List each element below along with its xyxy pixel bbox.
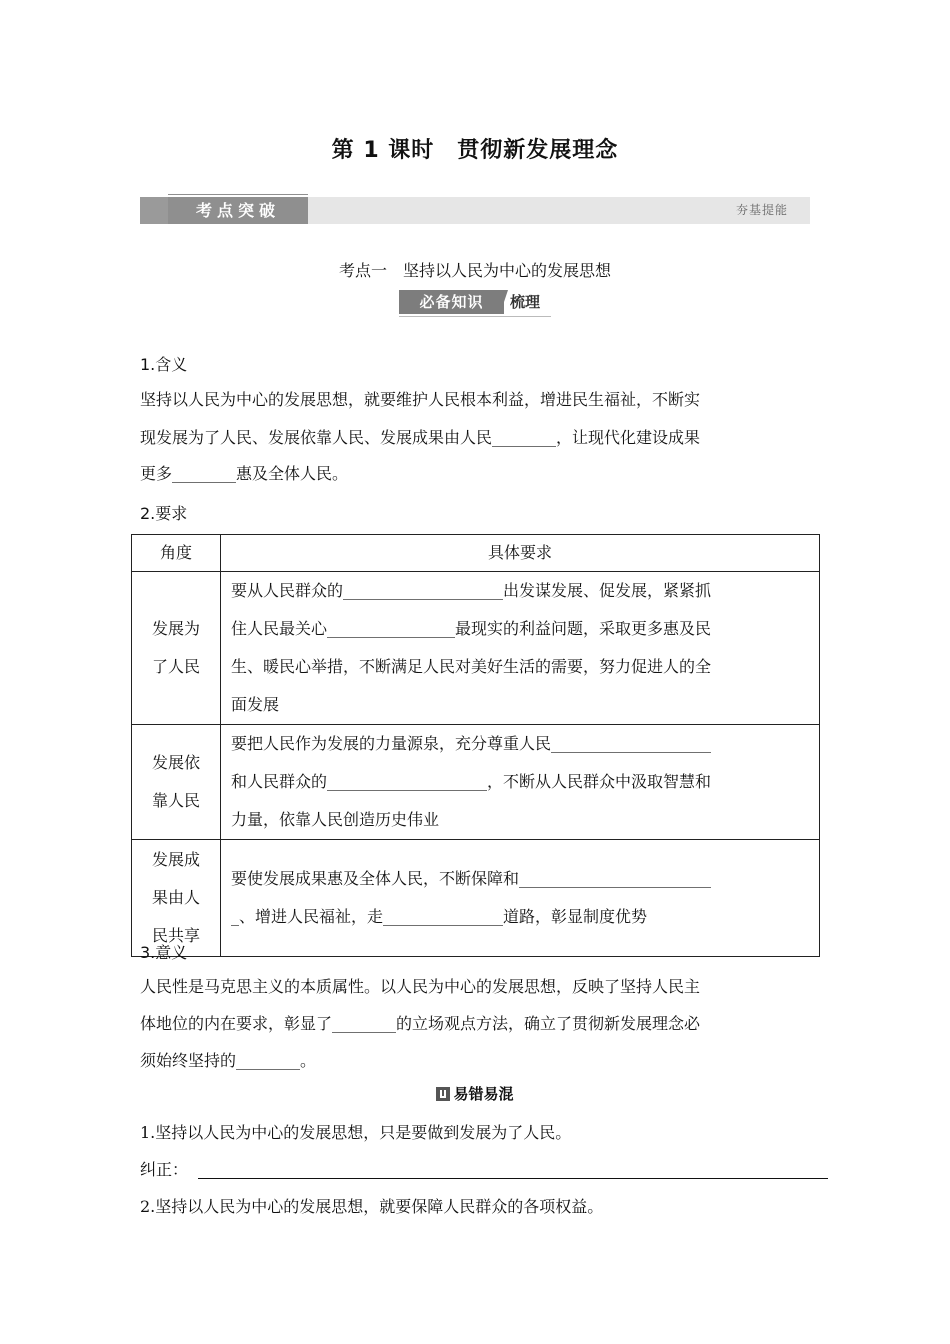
section-1-line: 更多________惠及全体人民。 (140, 464, 349, 483)
requirement-line: 要把人民作为发展的力量源泉，充分尊重人民____________________ (231, 734, 712, 753)
section-3-line: 须始终坚持的________。 (140, 1051, 317, 1070)
correction-blank[interactable] (198, 1160, 828, 1179)
section-3-heading: 3.意义 (140, 943, 188, 962)
requirements-table (131, 534, 820, 957)
row-angle (132, 572, 221, 725)
knowledge-badge-light: 梳理 (510, 293, 541, 311)
topic-heading: 考点一 坚持以人民为中心的发展思想 (338, 261, 611, 280)
correction-row (140, 1151, 828, 1189)
section-banner (140, 194, 810, 226)
requirement-line: 生、暖民心举措，不断满足人民对美好生活的需要，努力促进人的全 (231, 657, 712, 676)
page-title: 第 1 课时 贯彻新发展理念 (331, 138, 619, 163)
requirement-line: 和人民群众的____________________，不断从人民群众中汲取智慧和 (231, 772, 712, 791)
banner-right-label: 夯基提能 (735, 203, 788, 217)
mistakes-heading (0, 1083, 950, 1104)
bookmark-icon (436, 1087, 450, 1101)
angle-line: 发展依 (151, 753, 200, 772)
row-angle (132, 725, 221, 840)
table-row (132, 840, 820, 957)
mistake-item: 1.坚持以人民为中心的发展思想，只是要做到发展为了人民。 (140, 1123, 572, 1142)
table-row (132, 725, 820, 840)
knowledge-badge-underline (399, 316, 551, 317)
angle-line: 民共享 (151, 926, 200, 945)
angle-line: 发展为 (151, 619, 200, 638)
header-requirements: 具体要求 (221, 535, 820, 572)
correction-label: 纠正： (140, 1160, 189, 1179)
angle-line: 果由人 (151, 888, 200, 907)
angle-line: 发展成 (151, 850, 200, 869)
header-angle: 角度 (132, 535, 221, 572)
banner-left-block (140, 197, 168, 224)
mistake-item: 2.坚持以人民为中心的发展思想，就要保障人民群众的各项权益。 (140, 1197, 604, 1216)
knowledge-badge-slash (500, 290, 508, 314)
mistakes-label: 易错易混 (453, 1085, 514, 1103)
knowledge-badge (399, 287, 551, 317)
banner-tab-label: 考点突破 (168, 197, 308, 224)
angle-line: 了人民 (151, 657, 200, 676)
section-3-line: 人民性是马克思主义的本质属性。以人民为中心的发展思想，反映了坚持人民主 (140, 977, 701, 996)
row-requirements (221, 725, 820, 840)
row-angle (132, 840, 221, 957)
section-1-heading: 1.含义 (140, 355, 188, 374)
table-row (132, 572, 820, 725)
section-2-heading: 2.要求 (140, 504, 188, 523)
requirement-line: 力量，依靠人民创造历史伟业 (231, 810, 440, 829)
row-requirements (221, 572, 820, 725)
requirement-line: 面发展 (231, 695, 280, 714)
section-1-line: 坚持以人民为中心的发展思想，就要维护人民根本利益，增进民生福祉，不断实 (140, 390, 701, 409)
requirement-line: 住人民最关心________________最现实的利益问题，采取更多惠及民 (231, 619, 712, 638)
requirement-line: 要使发展成果惠及全体人民，不断保障和________________________ (231, 869, 712, 888)
section-1-line: 现发展为了人民、发展依靠人民、发展成果由人民________，让现代化建设成果 (140, 428, 701, 447)
requirement-line: 要从人民群众的____________________出发谋发展、促发展，紧紧抓 (231, 581, 712, 600)
requirement-line: _、增进人民福祉，走_______________道路，彰显制度优势 (231, 907, 648, 926)
section-3-line: 体地位的内在要求，彰显了________的立场观点方法，确立了贯彻新发展理念必 (140, 1014, 701, 1033)
knowledge-badge-dark: 必备知识 (399, 290, 504, 314)
angle-line: 靠人民 (151, 791, 200, 810)
table-header-row (132, 535, 820, 572)
row-requirements (221, 840, 820, 957)
